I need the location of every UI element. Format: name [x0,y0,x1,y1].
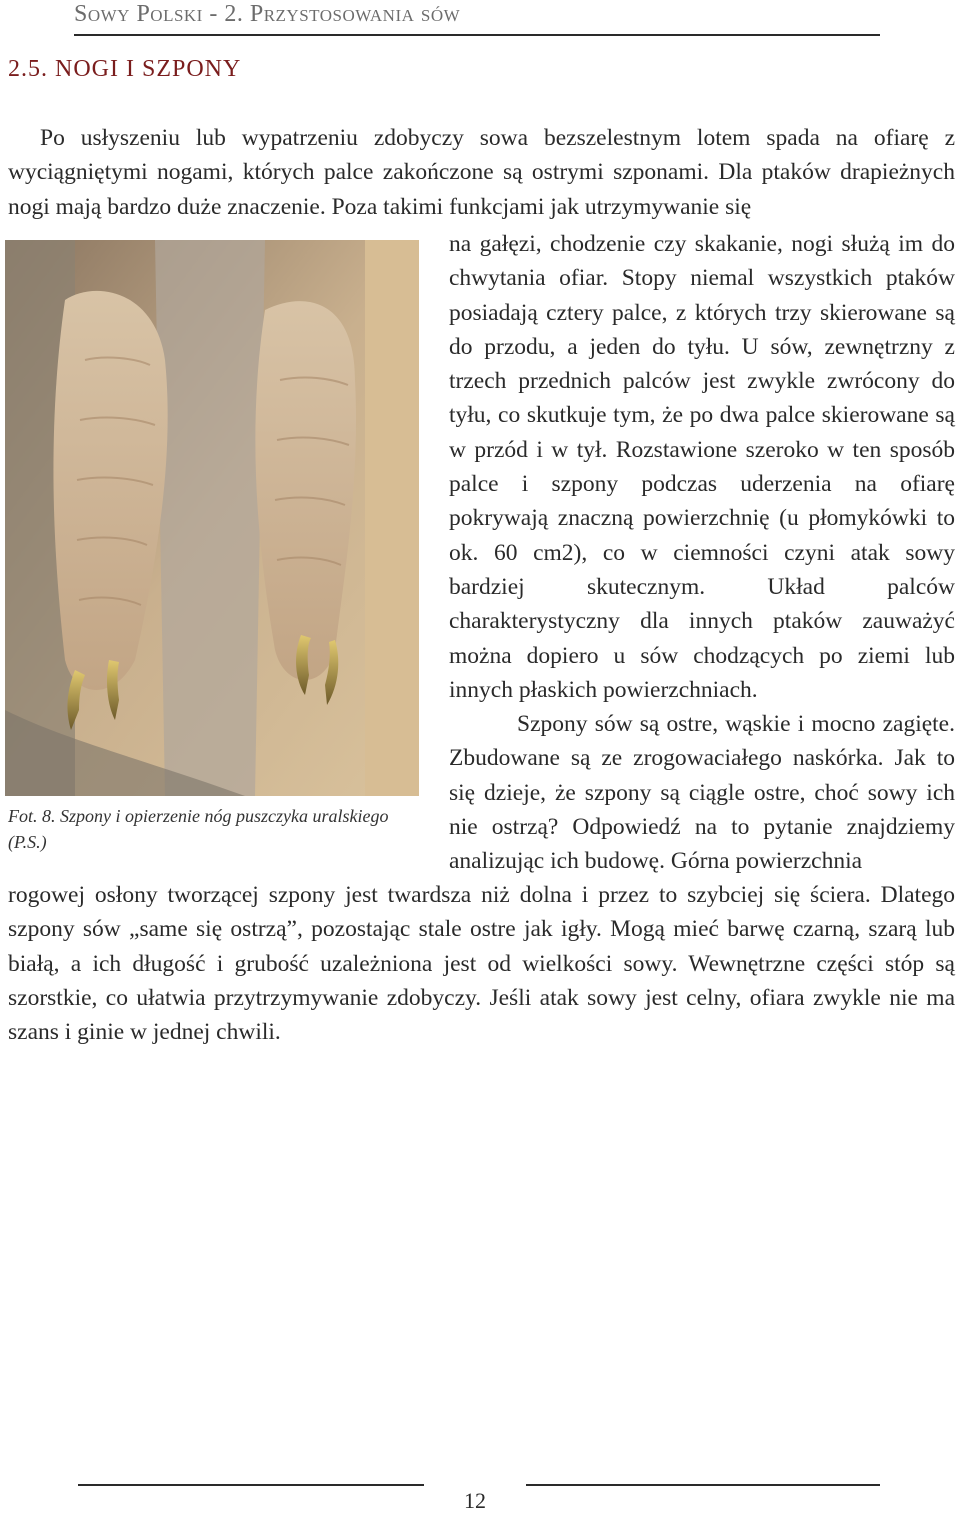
column-paragraph-1: na gałęzi, chodzenie czy skakanie, nogi służą im do chwytania ofiar. Stopy niemal wszystkich ptaków posiadają cztery palce, z których trzy skierowane są do przodu, a jeden do tyłu. U sów, zewnętrzny z trzech przednich palców jest zwykle zwrócony do tyłu, co skutkuje tym, że po dwa palce skierowane są w przód i w tył. Rozstawione szeroko w ten sposób palce i szpony podczas uderzenia na ofiarę pokrywają znaczną powierzchnię (u płomykówki to ok. 60 cm2), co w ciemności czyni atak sowy bardziej skutecznym. Układ palców charakterystyczny dla innych ptaków zauważyć można dopiero u sów chodzących po ziemi lub innych płaskich powierzchniach. [449,231,955,703]
owl-feet-photo [5,240,419,796]
header-rule [74,34,880,36]
page-number: 12 [464,1488,486,1513]
intro-paragraph: Po usłyszeniu lub wypatrzeniu zdobyczy sowa bezszelestnym lotem spada na ofiarę z wyciągniętymi nogami, których palce zakończone są ostrymi szponami. Dla ptaków drapieżnych nogi mają bardzo duże znaczenie. Poza takimi funkcjami jak utrzymywanie się [8,125,955,220]
bottom-paragraph: rogowej osłony tworzącej szpony jest twardsza niż dolna i przez to szybciej się ściera. Dlatego szpony sów „same się ostrzą”, pozostając stale ostre jak igły. Mogą mieć barwę czarną, szarą lub białą, a ich długość i grubość uzależniona jest od wielkości sowy. Wewnętrzne części stóp są szorstkie, co ułatwia przytrzymywanie zdobyczy. Jeśli atak sowy jest celny, ofiara zwykle nie ma szans i ginie w jednej chwili. [8,882,955,1046]
running-header: Sowy Polski - 2. Przystosowania sów [74,1,461,27]
photo-caption: Fot. 8. Szpony i opierzenie nóg puszczyka uralskiego (P.S.) [8,806,389,852]
text-column [449,227,955,879]
section-title: 2.5. NOGI I SZPONY [8,56,242,82]
column-paragraph-2: Szpony sów są ostre, wąskie i mocno zagięte. Zbudowane są ze zrogowaciałego naskórka. Jak to się dzieje, że szpony są ciągle ostre, choć sowy ich nie ostrzą? Odpowiedź na to pytanie znajdziemy analizując ich budowę. Górna powierzchnia [449,711,955,875]
footer-rule-left [78,1484,424,1486]
footer-rule-right [526,1484,880,1486]
